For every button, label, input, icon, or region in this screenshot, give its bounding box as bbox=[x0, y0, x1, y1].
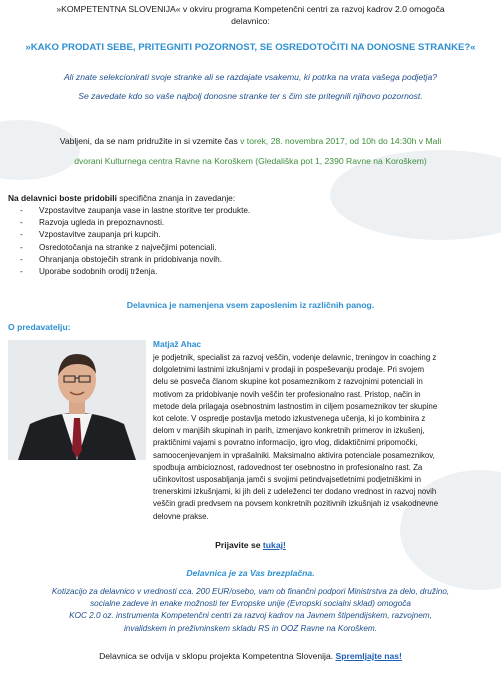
question: Se zavedate kdo so vaše najbolj donosne stranke ter s čim ste pritegnili njihovo pozornost. bbox=[78, 91, 423, 101]
event-venue: dvorani Kulturnega centra Ravne na Koroškem (Gledališka pot 1, 2390 Ravne na Koroškem) bbox=[74, 156, 427, 166]
bio-line: veščin gradi predvsem na povsem konkretnih pozitivnih izkušnjah iz vsakodnevne bbox=[153, 499, 439, 509]
intro-text bbox=[0, 3, 501, 27]
list-item: - Ohranjanja obstoječih strank in pridobivanja novih. bbox=[8, 254, 250, 266]
invitation bbox=[20, 131, 481, 171]
event-date: v torek, 28. novembra 2017, od 10h do 14:30h v Mali bbox=[240, 136, 442, 146]
bio-line: trenerskimi izkušnjami, ki jih deli z udeleženci ter dodano vrednost in razvoj novih bbox=[153, 487, 437, 497]
speaker-heading: O predavatelju: bbox=[8, 322, 71, 332]
list-item: - Vzpostavitve zaupanja pri kupcih. bbox=[8, 229, 250, 241]
bio-line: delu se posveča članom skupine kot posameznikom z razvojnimi potenciali in bbox=[153, 377, 423, 387]
question: Ali znate selekcionirati svoje stranke ali se razdajate vsakemu, ki potrka na vrata vašega podjetja? bbox=[63, 72, 438, 82]
follow-text: Delavnica se odvija v sklopu projekta Kompetentna Slovenija. bbox=[99, 651, 336, 661]
list-item: - Vzpostavitve zaupanja vase in lastne storitve ter produkte. bbox=[8, 205, 250, 217]
audience-note: Delavnica je namenjena vsem zaposlenim iz različnih panog. bbox=[126, 300, 375, 310]
bio-line: motivom za pridobivanje novih veščin ter profesionalno rast. Pristop, način in bbox=[153, 389, 421, 399]
bio-line: metode dela prilagaja osebnostnim lastnostim in ciljem posameznikov ter skupine bbox=[153, 401, 438, 411]
fee-info bbox=[10, 586, 491, 635]
speaker-portrait-image bbox=[8, 340, 146, 460]
speaker-bio bbox=[153, 352, 491, 523]
signup-link[interactable]: tukaj! bbox=[262, 540, 286, 550]
fee-line: KOC 2.0 oz. instrumenta Kompetenčni centri za razvoj kadrov na Javnem štipendijskem, razvojnem, bbox=[69, 611, 432, 621]
signup-line bbox=[0, 540, 501, 550]
fee-line: Kotizacijo za delavnico v vrednosti cca. 200 EUR/osebo, vam ob finančni podpori Ministrstva za delo, družino, bbox=[51, 587, 450, 596]
topics-list bbox=[8, 205, 250, 278]
invitation-lead: Vabljeni, da se nam pridružite in si vzemite čas bbox=[59, 136, 241, 146]
speaker-photo bbox=[8, 340, 146, 460]
fee-line: socialne zadeve in enake možnosti ter Evropske unije (Evropski socialni sklad) omogoča bbox=[90, 599, 411, 609]
fee-line: invalidskem in preživninskem skladu RS in OOZ Ravne na Koroškem. bbox=[123, 623, 377, 633]
list-item: - Uporabe sodobnih orodij trženja. bbox=[8, 266, 250, 278]
list-item: - Osredotočanja na stranke z največjimi potenciali. bbox=[8, 242, 250, 254]
list-item: - Razvoja ugleda in prepoznavnosti. bbox=[8, 217, 250, 229]
intro-line: delavnico: bbox=[231, 16, 270, 26]
bio-line: delovne prakse. bbox=[153, 511, 209, 521]
bio-line: samoocenjevanjem in vprašalniki. Maksimalno aktivira potenciale posameznikov, bbox=[153, 450, 435, 460]
bio-line: praktičnimi vajami s povratno informacijo, igro vlog, didaktičnimi pripomočki, bbox=[153, 438, 418, 448]
follow-line bbox=[0, 651, 501, 661]
free-notice: Delavnica je za Vas brezplačna. bbox=[186, 568, 315, 578]
bio-line: dolgoletnimi lastnimi izkušnjami v prodaji in pospeševanju prodaje. Pri svojem bbox=[153, 365, 425, 375]
bio-line: kot celote. V ospredje postavlja metodo izkustvenega učenja, ki jo kombinira z bbox=[153, 414, 426, 424]
speaker-name: Matjaž Ahac bbox=[153, 339, 202, 349]
intro-line: »KOMPETENTNA SLOVENIJA« v okviru programa Kompetenčni centri za razvoj kadrov 2.0 omogoča bbox=[56, 4, 445, 14]
bio-line: spodbuja ambicioznost, radovednost ter osebnostno in profesionalno rast. Za bbox=[153, 462, 423, 472]
topics-heading: Na delavnici boste pridobili specifična znanja in zavedanje: bbox=[8, 193, 236, 203]
follow-link[interactable]: Spremljajte nas! bbox=[335, 651, 402, 661]
workshop-title: »KAKO PRODATI SEBE, PRITEGNITI POZORNOST, SE OSREDOTOČITI NA DONOSNE STRANKE?« bbox=[25, 42, 476, 53]
signup-text: Prijavite se bbox=[215, 540, 263, 550]
bio-line: delom v manjših skupinah in parih, izmenjavo konkretnih primerov in izkušenj, bbox=[153, 426, 425, 436]
bio-line: učinkovitost usposabljanja jamči s svojimi petindvajsetletnimi podjetniškimi in bbox=[153, 475, 421, 485]
bio-line: je podjetnik, specialist za razvoj veščin, vodenje delavnic, treningov in coaching z bbox=[153, 353, 437, 362]
